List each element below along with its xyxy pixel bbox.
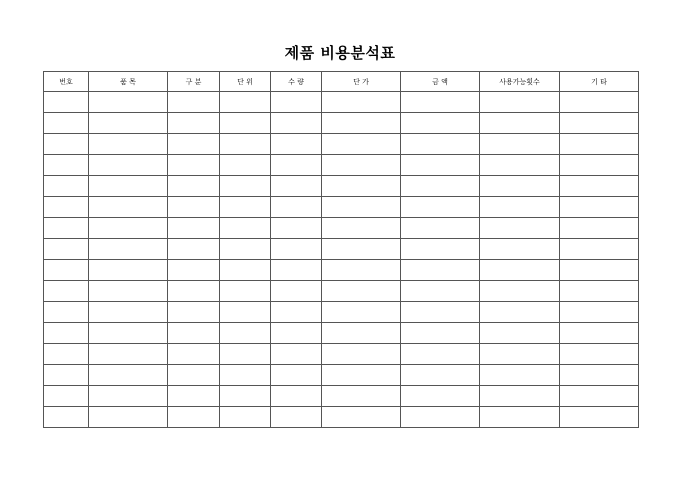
cell-unit_price[interactable] xyxy=(322,386,401,407)
header-no: 번호 xyxy=(44,72,89,92)
cell-category[interactable] xyxy=(168,218,220,239)
cell-unit[interactable] xyxy=(220,197,271,218)
cell-amount[interactable] xyxy=(401,386,480,407)
cell-quantity[interactable] xyxy=(271,155,322,176)
table-row xyxy=(44,344,639,365)
cell-remarks[interactable] xyxy=(560,386,639,407)
cell-quantity[interactable] xyxy=(271,218,322,239)
cell-unit[interactable] xyxy=(220,323,271,344)
cell-usage_count[interactable] xyxy=(480,155,560,176)
cell-usage_count[interactable] xyxy=(480,113,560,134)
cell-item[interactable] xyxy=(89,92,168,113)
header-unit-price: 단 가 xyxy=(322,72,401,92)
cell-usage_count[interactable] xyxy=(480,323,560,344)
cell-unit_price[interactable] xyxy=(322,239,401,260)
cell-no[interactable] xyxy=(44,134,89,155)
cell-unit_price[interactable] xyxy=(322,302,401,323)
cell-remarks[interactable] xyxy=(560,260,639,281)
cell-category[interactable] xyxy=(168,239,220,260)
cell-usage_count[interactable] xyxy=(480,344,560,365)
cell-item[interactable] xyxy=(89,260,168,281)
cell-unit_price[interactable] xyxy=(322,323,401,344)
cell-quantity[interactable] xyxy=(271,281,322,302)
cell-amount[interactable] xyxy=(401,407,480,428)
cell-no[interactable] xyxy=(44,197,89,218)
header-amount: 금 액 xyxy=(401,72,480,92)
table-row xyxy=(44,260,639,281)
cell-unit[interactable] xyxy=(220,176,271,197)
cell-amount[interactable] xyxy=(401,260,480,281)
cell-unit_price[interactable] xyxy=(322,407,401,428)
cell-item[interactable] xyxy=(89,239,168,260)
cell-item[interactable] xyxy=(89,155,168,176)
cell-unit_price[interactable] xyxy=(322,260,401,281)
table-row xyxy=(44,386,639,407)
table-header-row xyxy=(44,72,639,92)
header-unit: 단 위 xyxy=(220,72,271,92)
cell-usage_count[interactable] xyxy=(480,365,560,386)
cell-category[interactable] xyxy=(168,113,220,134)
cell-no[interactable] xyxy=(44,302,89,323)
table-row xyxy=(44,239,639,260)
cell-item[interactable] xyxy=(89,365,168,386)
cell-unit[interactable] xyxy=(220,281,271,302)
cell-item[interactable] xyxy=(89,113,168,134)
cell-unit[interactable] xyxy=(220,386,271,407)
cell-unit[interactable] xyxy=(220,92,271,113)
cell-category[interactable] xyxy=(168,92,220,113)
cell-quantity[interactable] xyxy=(271,344,322,365)
header-category: 구 분 xyxy=(168,72,220,92)
cell-usage_count[interactable] xyxy=(480,407,560,428)
cell-unit_price[interactable] xyxy=(322,218,401,239)
cell-unit[interactable] xyxy=(220,260,271,281)
cell-item[interactable] xyxy=(89,323,168,344)
cell-remarks[interactable] xyxy=(560,407,639,428)
cell-usage_count[interactable] xyxy=(480,134,560,155)
cell-item[interactable] xyxy=(89,176,168,197)
cell-amount[interactable] xyxy=(401,239,480,260)
cell-no[interactable] xyxy=(44,323,89,344)
header-remarks: 기 타 xyxy=(560,72,639,92)
cell-remarks[interactable] xyxy=(560,155,639,176)
cell-no[interactable] xyxy=(44,365,89,386)
cell-no[interactable] xyxy=(44,386,89,407)
cell-amount[interactable] xyxy=(401,92,480,113)
cell-remarks[interactable] xyxy=(560,92,639,113)
cell-remarks[interactable] xyxy=(560,302,639,323)
cost-analysis-table xyxy=(43,71,639,428)
cell-remarks[interactable] xyxy=(560,113,639,134)
cell-unit_price[interactable] xyxy=(322,134,401,155)
cell-quantity[interactable] xyxy=(271,365,322,386)
cell-item[interactable] xyxy=(89,407,168,428)
cell-unit[interactable] xyxy=(220,344,271,365)
table-row xyxy=(44,407,639,428)
cell-category[interactable] xyxy=(168,281,220,302)
table-row xyxy=(44,281,639,302)
cell-quantity[interactable] xyxy=(271,302,322,323)
cell-remarks[interactable] xyxy=(560,197,639,218)
cell-category[interactable] xyxy=(168,323,220,344)
cell-unit[interactable] xyxy=(220,155,271,176)
cell-unit_price[interactable] xyxy=(322,344,401,365)
cell-remarks[interactable] xyxy=(560,176,639,197)
table-row xyxy=(44,302,639,323)
cell-amount[interactable] xyxy=(401,302,480,323)
cell-category[interactable] xyxy=(168,365,220,386)
cell-no[interactable] xyxy=(44,344,89,365)
cell-no[interactable] xyxy=(44,92,89,113)
table-row xyxy=(44,218,639,239)
cell-category[interactable] xyxy=(168,386,220,407)
cell-unit_price[interactable] xyxy=(322,113,401,134)
cell-unit[interactable] xyxy=(220,302,271,323)
table-row xyxy=(44,113,639,134)
table-body xyxy=(44,92,639,428)
cell-item[interactable] xyxy=(89,281,168,302)
cell-amount[interactable] xyxy=(401,113,480,134)
cell-unit[interactable] xyxy=(220,218,271,239)
cell-quantity[interactable] xyxy=(271,113,322,134)
cell-remarks[interactable] xyxy=(560,281,639,302)
table-row xyxy=(44,197,639,218)
cell-quantity[interactable] xyxy=(271,260,322,281)
cell-remarks[interactable] xyxy=(560,365,639,386)
cell-item[interactable] xyxy=(89,344,168,365)
cell-usage_count[interactable] xyxy=(480,302,560,323)
cell-usage_count[interactable] xyxy=(480,260,560,281)
cell-quantity[interactable] xyxy=(271,134,322,155)
cell-usage_count[interactable] xyxy=(480,92,560,113)
cell-category[interactable] xyxy=(168,197,220,218)
cell-unit[interactable] xyxy=(220,239,271,260)
cell-amount[interactable] xyxy=(401,323,480,344)
table-row xyxy=(44,92,639,113)
cell-category[interactable] xyxy=(168,344,220,365)
cell-unit_price[interactable] xyxy=(322,155,401,176)
cell-remarks[interactable] xyxy=(560,134,639,155)
cell-category[interactable] xyxy=(168,407,220,428)
table-row xyxy=(44,323,639,344)
cell-item[interactable] xyxy=(89,134,168,155)
cell-unit_price[interactable] xyxy=(322,281,401,302)
cell-usage_count[interactable] xyxy=(480,218,560,239)
table-row xyxy=(44,134,639,155)
cell-amount[interactable] xyxy=(401,281,480,302)
cell-item[interactable] xyxy=(89,197,168,218)
cell-amount[interactable] xyxy=(401,197,480,218)
cell-remarks[interactable] xyxy=(560,239,639,260)
cell-unit[interactable] xyxy=(220,134,271,155)
cell-usage_count[interactable] xyxy=(480,239,560,260)
cell-unit_price[interactable] xyxy=(322,197,401,218)
table-row xyxy=(44,365,639,386)
cell-unit_price[interactable] xyxy=(322,365,401,386)
cell-unit[interactable] xyxy=(220,407,271,428)
header-item: 품 목 xyxy=(89,72,168,92)
cell-quantity[interactable] xyxy=(271,197,322,218)
header-quantity: 수 량 xyxy=(271,72,322,92)
cell-quantity[interactable] xyxy=(271,176,322,197)
cell-amount[interactable] xyxy=(401,176,480,197)
cell-usage_count[interactable] xyxy=(480,386,560,407)
cell-category[interactable] xyxy=(168,155,220,176)
cell-remarks[interactable] xyxy=(560,218,639,239)
cell-no[interactable] xyxy=(44,407,89,428)
cell-item[interactable] xyxy=(89,386,168,407)
cell-unit[interactable] xyxy=(220,113,271,134)
cell-amount[interactable] xyxy=(401,218,480,239)
cell-category[interactable] xyxy=(168,260,220,281)
cell-category[interactable] xyxy=(168,176,220,197)
cell-unit_price[interactable] xyxy=(322,176,401,197)
cell-amount[interactable] xyxy=(401,134,480,155)
cell-usage_count[interactable] xyxy=(480,176,560,197)
cell-no[interactable] xyxy=(44,281,89,302)
cell-amount[interactable] xyxy=(401,344,480,365)
cell-no[interactable] xyxy=(44,176,89,197)
cell-category[interactable] xyxy=(168,302,220,323)
cell-quantity[interactable] xyxy=(271,407,322,428)
cell-unit_price[interactable] xyxy=(322,92,401,113)
cell-remarks[interactable] xyxy=(560,344,639,365)
header-usage-count: 사용가능횟수 xyxy=(480,72,560,92)
cell-no[interactable] xyxy=(44,113,89,134)
cell-quantity[interactable] xyxy=(271,239,322,260)
document-title: 제품 비용분석표 xyxy=(284,44,396,62)
table-row xyxy=(44,155,639,176)
cell-no[interactable] xyxy=(44,218,89,239)
cell-amount[interactable] xyxy=(401,365,480,386)
cell-no[interactable] xyxy=(44,155,89,176)
cell-remarks[interactable] xyxy=(560,323,639,344)
cell-quantity[interactable] xyxy=(271,323,322,344)
cell-unit[interactable] xyxy=(220,365,271,386)
cell-quantity[interactable] xyxy=(271,92,322,113)
cell-usage_count[interactable] xyxy=(480,197,560,218)
cell-amount[interactable] xyxy=(401,155,480,176)
cell-item[interactable] xyxy=(89,302,168,323)
table-row xyxy=(44,176,639,197)
cell-item[interactable] xyxy=(89,218,168,239)
cell-no[interactable] xyxy=(44,239,89,260)
cell-category[interactable] xyxy=(168,134,220,155)
cell-no[interactable] xyxy=(44,260,89,281)
cell-quantity[interactable] xyxy=(271,386,322,407)
cell-usage_count[interactable] xyxy=(480,281,560,302)
